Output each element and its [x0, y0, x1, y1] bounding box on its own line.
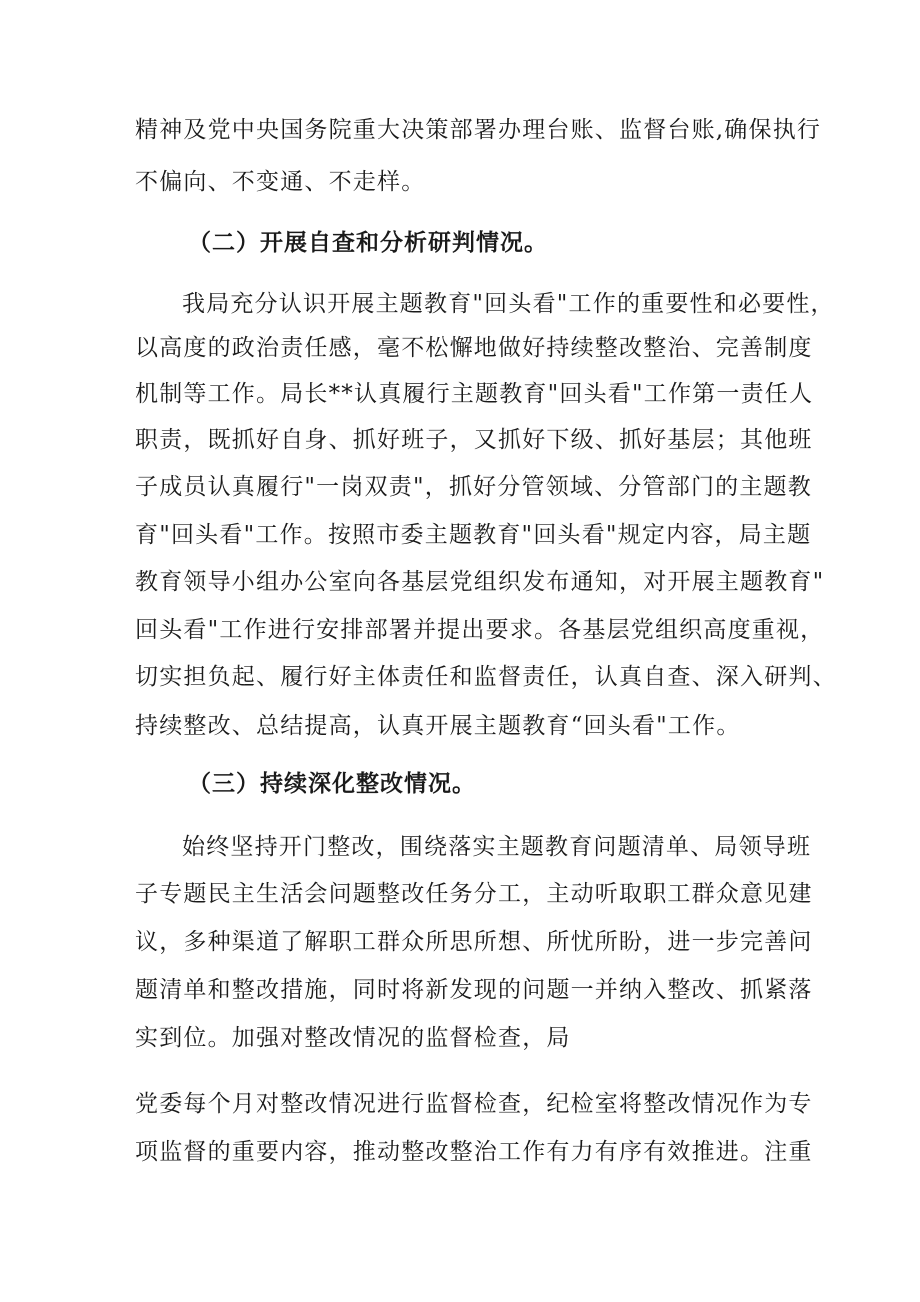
paragraph-first-line: 始终坚持开门整改，围绕落实主题教育问题清单、局领导班	[182, 834, 812, 860]
paragraph-first-line: 我局充分认识开展主题教育"回头看"工作的重要性和必要性，	[182, 291, 835, 317]
body-text-line: 教育领导小组办公室向各基层党组织发布通知，对开展主题教育"	[135, 569, 825, 595]
body-text-line: 题清单和整改措施，同时将新发现的问题一并纳入整改、抓紧落	[135, 977, 813, 1003]
body-text-line: 议，多种渠道了解职工群众所思所想、所忧所盼，进一步完善问	[135, 929, 813, 955]
body-text-line: 职责，既抓好自身、抓好班子，又抓好下级、抓好基层；其他班	[135, 427, 813, 453]
body-text-line: 机制等工作。局长**认真履行主题教育"回头看"工作第一责任人	[135, 381, 814, 407]
body-text-line: 子专题民主生活会问题整改任务分工，主动听取职工群众意见建	[135, 881, 813, 907]
section-heading-2: （二）开展自查和分析研判情况。	[188, 230, 548, 256]
body-text-line: 不偏向、不变通、不走样。	[135, 169, 426, 195]
body-text-line: 育"回头看"工作。按照市委主题教育"回头看"规定内容，局主题	[135, 522, 812, 548]
body-text-line: 子成员认真履行"一岗双责"，抓好分管领域、分管部门的主题教	[135, 474, 812, 500]
body-text-line: 持续整改、总结提高，认真开展主题教育“回头看"工作。	[135, 713, 741, 739]
section-heading-3: （三）持续深化整改情况。	[188, 771, 476, 797]
body-text-line: 以高度的政治责任感，毫不松懈地做好持续整改整治、完善制度	[135, 335, 813, 361]
body-text-line: 回头看"工作进行安排部署并提出要求。各基层党组织高度重视，	[135, 617, 825, 643]
body-text-line: 项监督的重要内容，推动整改整治工作有力有序有效推进。注重	[135, 1139, 813, 1165]
body-text-line: 精神及党中央国务院重大决策部署办理台账、监督台账,确保执行	[135, 117, 822, 143]
body-text-line: 切实担负起、履行好主体责任和监督责任，认真自查、深入研判、	[135, 664, 837, 690]
body-text-line: 党委每个月对整改情况进行监督检查，纪检室将整改情况作为专	[135, 1091, 813, 1117]
body-text-line: 实到位。加强对整改情况的监督检查，局	[135, 1025, 571, 1051]
